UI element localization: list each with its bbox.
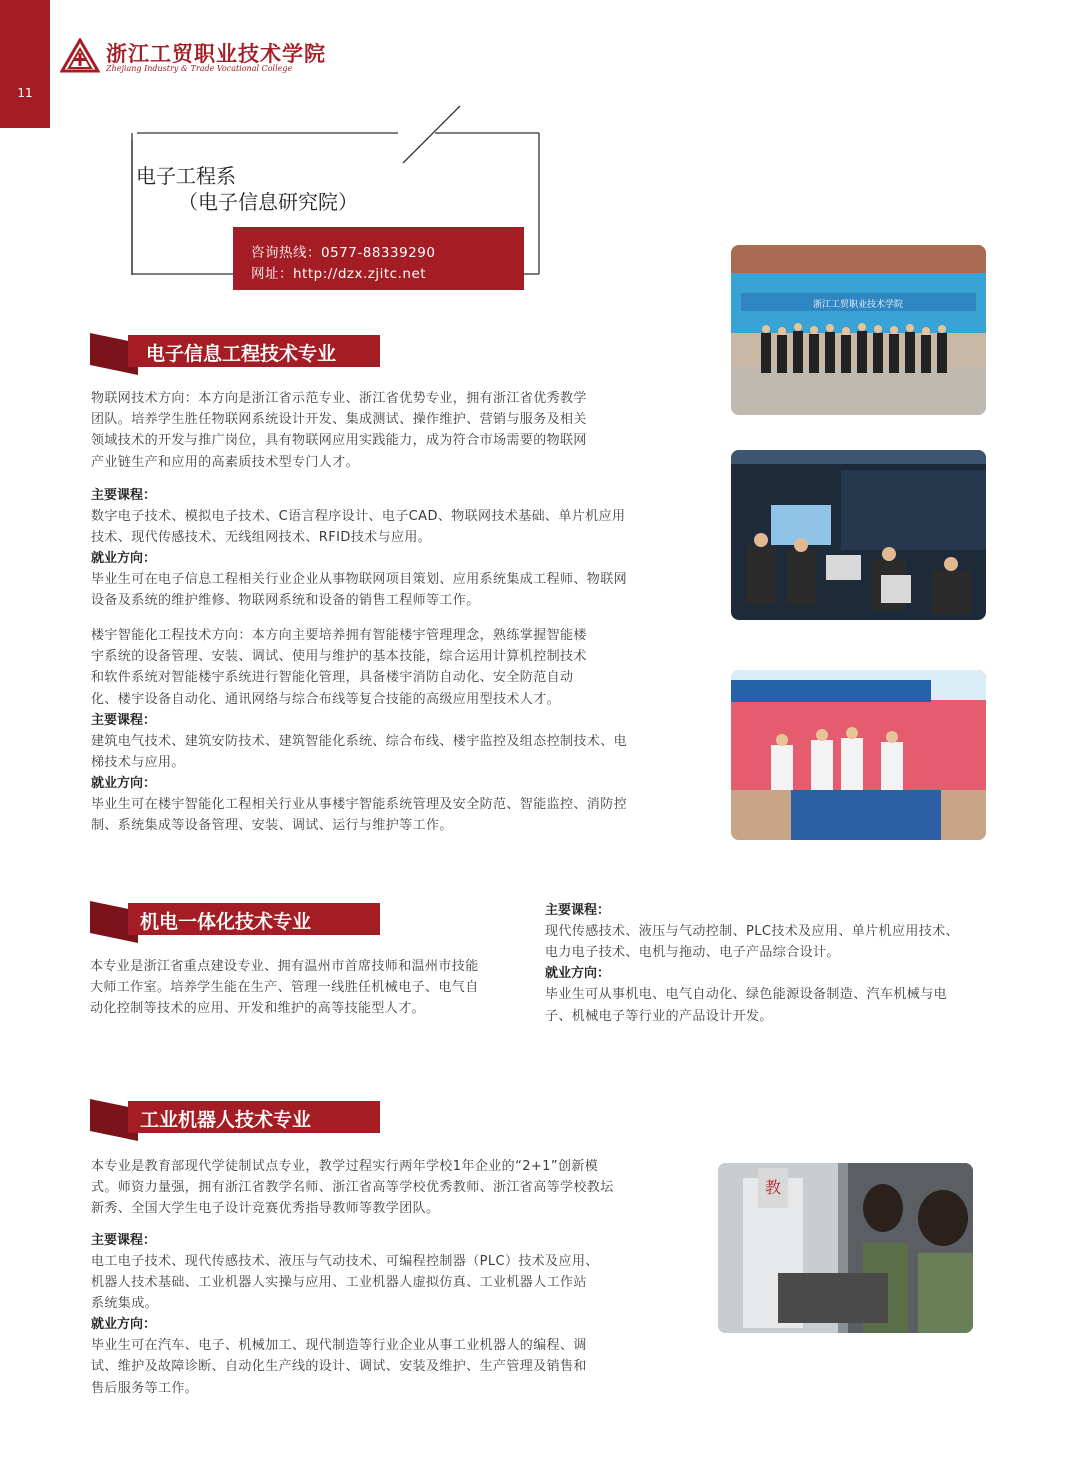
career-label: 就业方向：: [91, 776, 157, 792]
section-header-electronic-info: [90, 333, 390, 373]
paragraph-line: 领域技术的开发与推广岗位，具有物联网应用实践能力，成为符合市场需要的物联网: [91, 433, 587, 449]
paragraph-line: 设备及系统的维护维修、物联网系统和设备的销售工程师等工作。: [91, 593, 480, 609]
section-body-mechatronics-intro: [90, 956, 520, 1020]
section-header-robotics: [90, 1099, 390, 1139]
career-label: 就业方向：: [91, 551, 157, 567]
college-name-cn: 浙江工贸职业技术学院: [106, 41, 326, 66]
paragraph-line: 物联网技术方向：本方向是浙江省示范专业、浙江省优势专业，拥有浙江省优秀教学: [91, 391, 587, 406]
paragraph-line: 机器人技术基础、工业机器人实操与应用、工业机器人虚拟仿真、工业机器人工作站: [91, 1274, 587, 1290]
college-logo-icon: [60, 38, 100, 74]
paragraph-line: 建筑电气技术、建筑安防技术、建筑智能化系统、综合布线、楼宇监控及组态控制技术、电: [91, 733, 628, 749]
section-body-iot: [91, 388, 671, 612]
paragraph-line: 试、维护及故障诊断、自动化生产线的设计、调试、安装及维护、生产管理及销售和: [91, 1359, 587, 1375]
section-title: 工业机器人技术专业: [140, 1109, 312, 1131]
paragraph-line: 式。师资力量强，拥有浙江省教学名师、浙江省高等学校优秀教师、浙江省高等学校教坛: [91, 1180, 614, 1196]
paragraph-line: 制、系统集成等设备管理、安装、调试、运行与维护等工作。: [91, 818, 453, 834]
page-number-tab: [0, 0, 50, 128]
contact-website[interactable]: 网址：http://dzx.zjitc.net: [251, 266, 427, 282]
career-label: 就业方向：: [545, 966, 611, 982]
paragraph-line: 技术、现代传感技术、无线组网技术、RFID技术与应用。: [91, 530, 432, 546]
paragraph-line: 梯技术与应用。: [91, 755, 185, 771]
paragraph-line: 系统集成。: [91, 1296, 159, 1312]
photo-group-award: [731, 245, 986, 415]
paragraph-line: 宇系统的设备管理、安装、调试、使用与维护的基本技能，综合运用计算机控制技术: [91, 649, 587, 665]
photo-lab-session: [731, 450, 986, 620]
courses-label: 主要课程：: [91, 487, 157, 503]
photo4-sign-text: 教: [764, 1178, 782, 1197]
paragraph-line: 售后服务等工作。: [91, 1380, 199, 1396]
page-number: 11: [17, 86, 33, 100]
paragraph-line: 现代传感技术、液压与气动控制、PLC技术及应用、单片机应用技术、: [545, 924, 959, 939]
paragraph-line: 毕业生可在电子信息工程相关行业企业从事物联网项目策划、应用系统集成工程师、物联网: [91, 572, 628, 588]
courses-label: 主要课程：: [91, 1232, 157, 1248]
photo1-banner-text: 浙江工贸职业技术学院: [812, 300, 904, 310]
section-body-robotics: [91, 1156, 681, 1399]
paragraph-line: 产业链生产和应用的高素质技术型专门人才。: [91, 454, 360, 470]
paragraph-line: 和软件系统对智能楼宇系统进行智能化管理，具备楼宇消防自动化、安全防范自动: [91, 670, 574, 686]
photo-exhibition-booth: [731, 670, 986, 840]
section-body-building: [91, 625, 671, 837]
department-subtitle: （电子信息研究院）: [178, 190, 358, 214]
section-title: 机电一体化技术专业: [140, 911, 312, 933]
paragraph-line: 楼宇智能化工程技术方向：本方向主要培养拥有智能楼宇管理理念，熟练掌握智能楼: [91, 628, 587, 643]
paragraph-line: 电工电子技术、现代传感技术、液压与气动技术、可编程控制器（PLC）技术及应用、: [91, 1253, 599, 1269]
paragraph-line: 电力电子技术、电机与拖动、电子产品综合设计。: [545, 945, 840, 961]
photo-robotics-lab: [718, 1163, 973, 1333]
contact-hotline: 咨询热线：0577-88339290: [251, 245, 436, 261]
courses-label: 主要课程：: [91, 712, 157, 728]
paragraph-line: 大师工作室。培养学生能在生产、管理一线胜任机械电子、电气自: [90, 980, 479, 996]
paragraph-line: 团队。培养学生胜任物联网系统设计开发、集成测试、操作维护、营销与服务及相关: [91, 412, 587, 428]
paragraph-line: 毕业生可从事机电、电气自动化、绿色能源设备制造、汽车机械与电: [545, 987, 948, 1003]
paragraph-line: 数字电子技术、模拟电子技术、C语言程序设计、电子CAD、物联网技术基础、单片机应用: [91, 508, 626, 524]
college-name-en: Zhejiang Industry & Trade Vocational College: [106, 64, 293, 73]
courses-label: 主要课程：: [545, 903, 611, 918]
paragraph-line: 新秀、全国大学生电子设计竞赛优秀指导教师等教学团队。: [91, 1201, 440, 1217]
paragraph-line: 本专业是教育部现代学徒制试点专业，教学过程实行两年学校1年企业的“2+1”创新模: [91, 1159, 599, 1174]
department-title: 电子工程系: [136, 164, 236, 188]
section-header-mechatronics: [90, 901, 390, 941]
paragraph-line: 本专业是浙江省重点建设专业、拥有温州市首席技师和温州市技能: [90, 959, 479, 974]
career-label: 就业方向：: [91, 1317, 157, 1333]
paragraph-line: 动化控制等技术的应用、开发和维护的高等技能型人才。: [90, 1001, 426, 1017]
paragraph-line: 毕业生可在汽车、电子、机械加工、现代制造等行业企业从事工业机器人的编程、调: [91, 1338, 587, 1354]
section-body-mechatronics-details: [545, 900, 1015, 1027]
paragraph-line: 毕业生可在楼宇智能化工程相关行业从事楼宇智能系统管理及安全防范、智能监控、消防控: [91, 797, 628, 813]
section-title: 电子信息工程技术专业: [146, 343, 337, 365]
paragraph-line: 子、机械电子等行业的产品设计开发。: [545, 1008, 773, 1024]
paragraph-line: 化、楼宇设备自动化、通讯网络与综合布线等复合技能的高级应用型技术人才。: [91, 691, 561, 707]
